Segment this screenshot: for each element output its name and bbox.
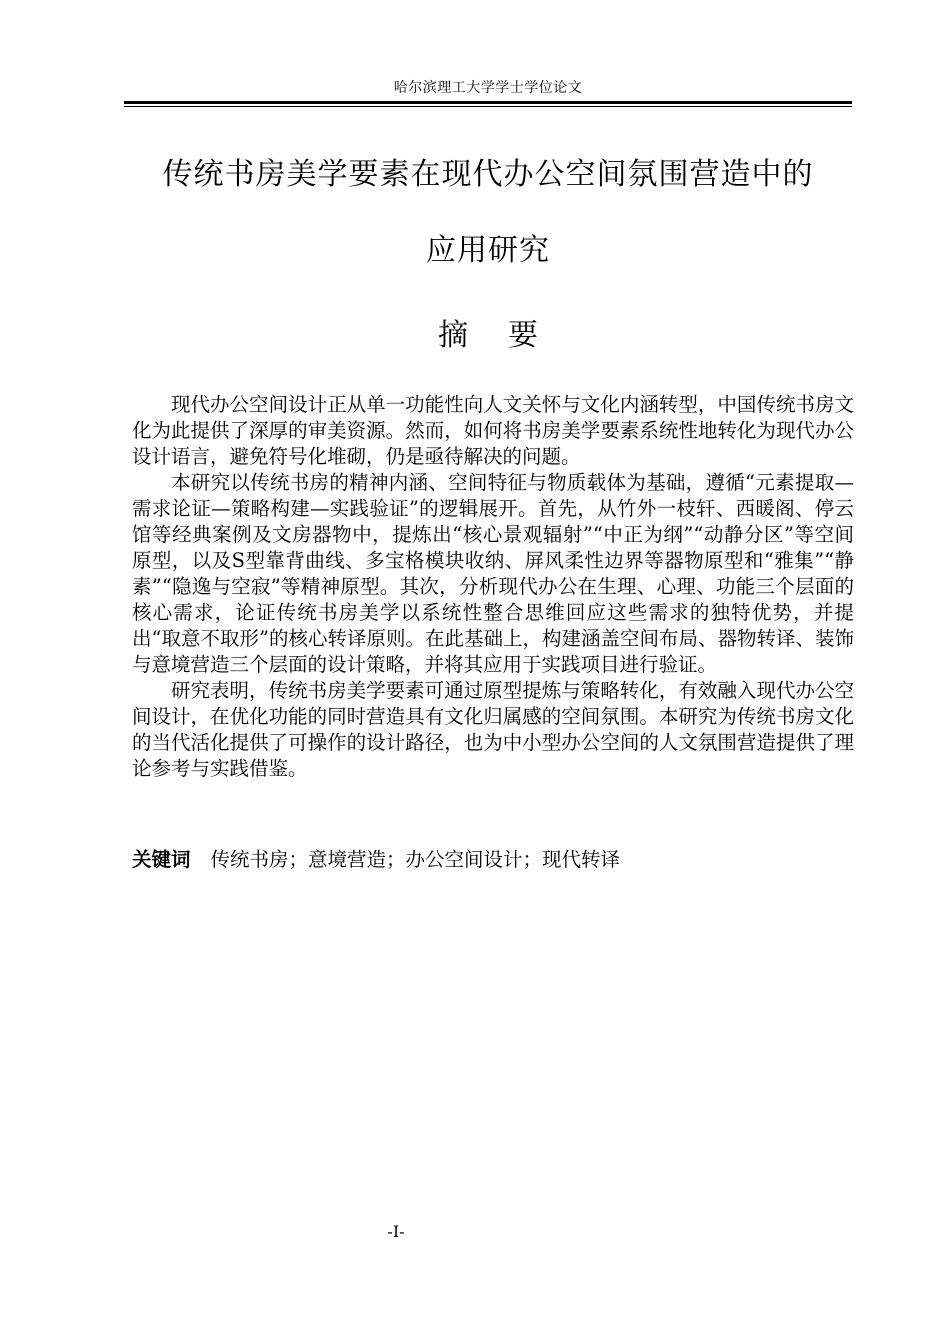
- abstract-heading: 摘要: [438, 318, 578, 353]
- header-rule-thick: [124, 101, 852, 104]
- running-header: 哈尔滨理工大学学士学位论文: [393, 80, 583, 96]
- keywords-value: 传统书房；意境营造；办公空间设计；现代转译: [210, 848, 621, 871]
- abstract-paragraph-1: 现代办公空间设计正从单一功能性向人文关怀与文化内涵转型，中国传统书房文化为此提供了深厚的审美资源。然而，如何将书房美学要素系统性地转化为现代办公设计语言，避免符号化堆砌，仍是亟待解决的问题。: [132, 393, 854, 468]
- thesis-title-line-2: 应用研究: [426, 233, 550, 268]
- thesis-title-line-1: 传统书房美学要素在现代办公空间氛围营造中的: [162, 157, 814, 192]
- keywords: [132, 847, 854, 873]
- abstract-body: [132, 392, 854, 782]
- page-number: -I-: [387, 1222, 405, 1241]
- abstract-paragraph-2: 本研究以传统书房的精神内涵、空间特征与物质载体为基础，遵循“元素提取—需求论证—策略构建—实践验证”的逻辑展开。首先，从竹外一枝轩、西暖阁、停云馆等经典案例及文房器物中，提炼出“核心景观辐射”“中正为纲”“动静分区”等空间原型，以及S型靠背曲线、多宝格模块收纳、屏风柔性边界等器物原型和“雅集”“静素”“隐逸与空寂”等精神原型。其次，分析现代办公在生理、心理、功能三个层面的核心需求，论证传统书房美学以系统性整合思维回应这些需求的独特优势，并提出“取意不取形”的核心转译原则。在此基础上，构建涵盖空间布局、器物转译、装饰与意境营造三个层面的设计策略，并将其应用于实践项目进行验证。: [132, 471, 854, 676]
- header-rule-thin: [124, 106, 852, 107]
- keywords-label: 关键词: [132, 848, 191, 871]
- abstract-paragraph-3: 研究表明，传统书房美学要素可通过原型提炼与策略转化，有效融入现代办公空间设计，在优化功能的同时营造具有文化归属感的空间氛围。本研究为传统书房文化的当代活化提供了可操作的设计路径，也为中小型办公空间的人文氛围营造提供了理论参考与实践借鉴。: [132, 679, 854, 780]
